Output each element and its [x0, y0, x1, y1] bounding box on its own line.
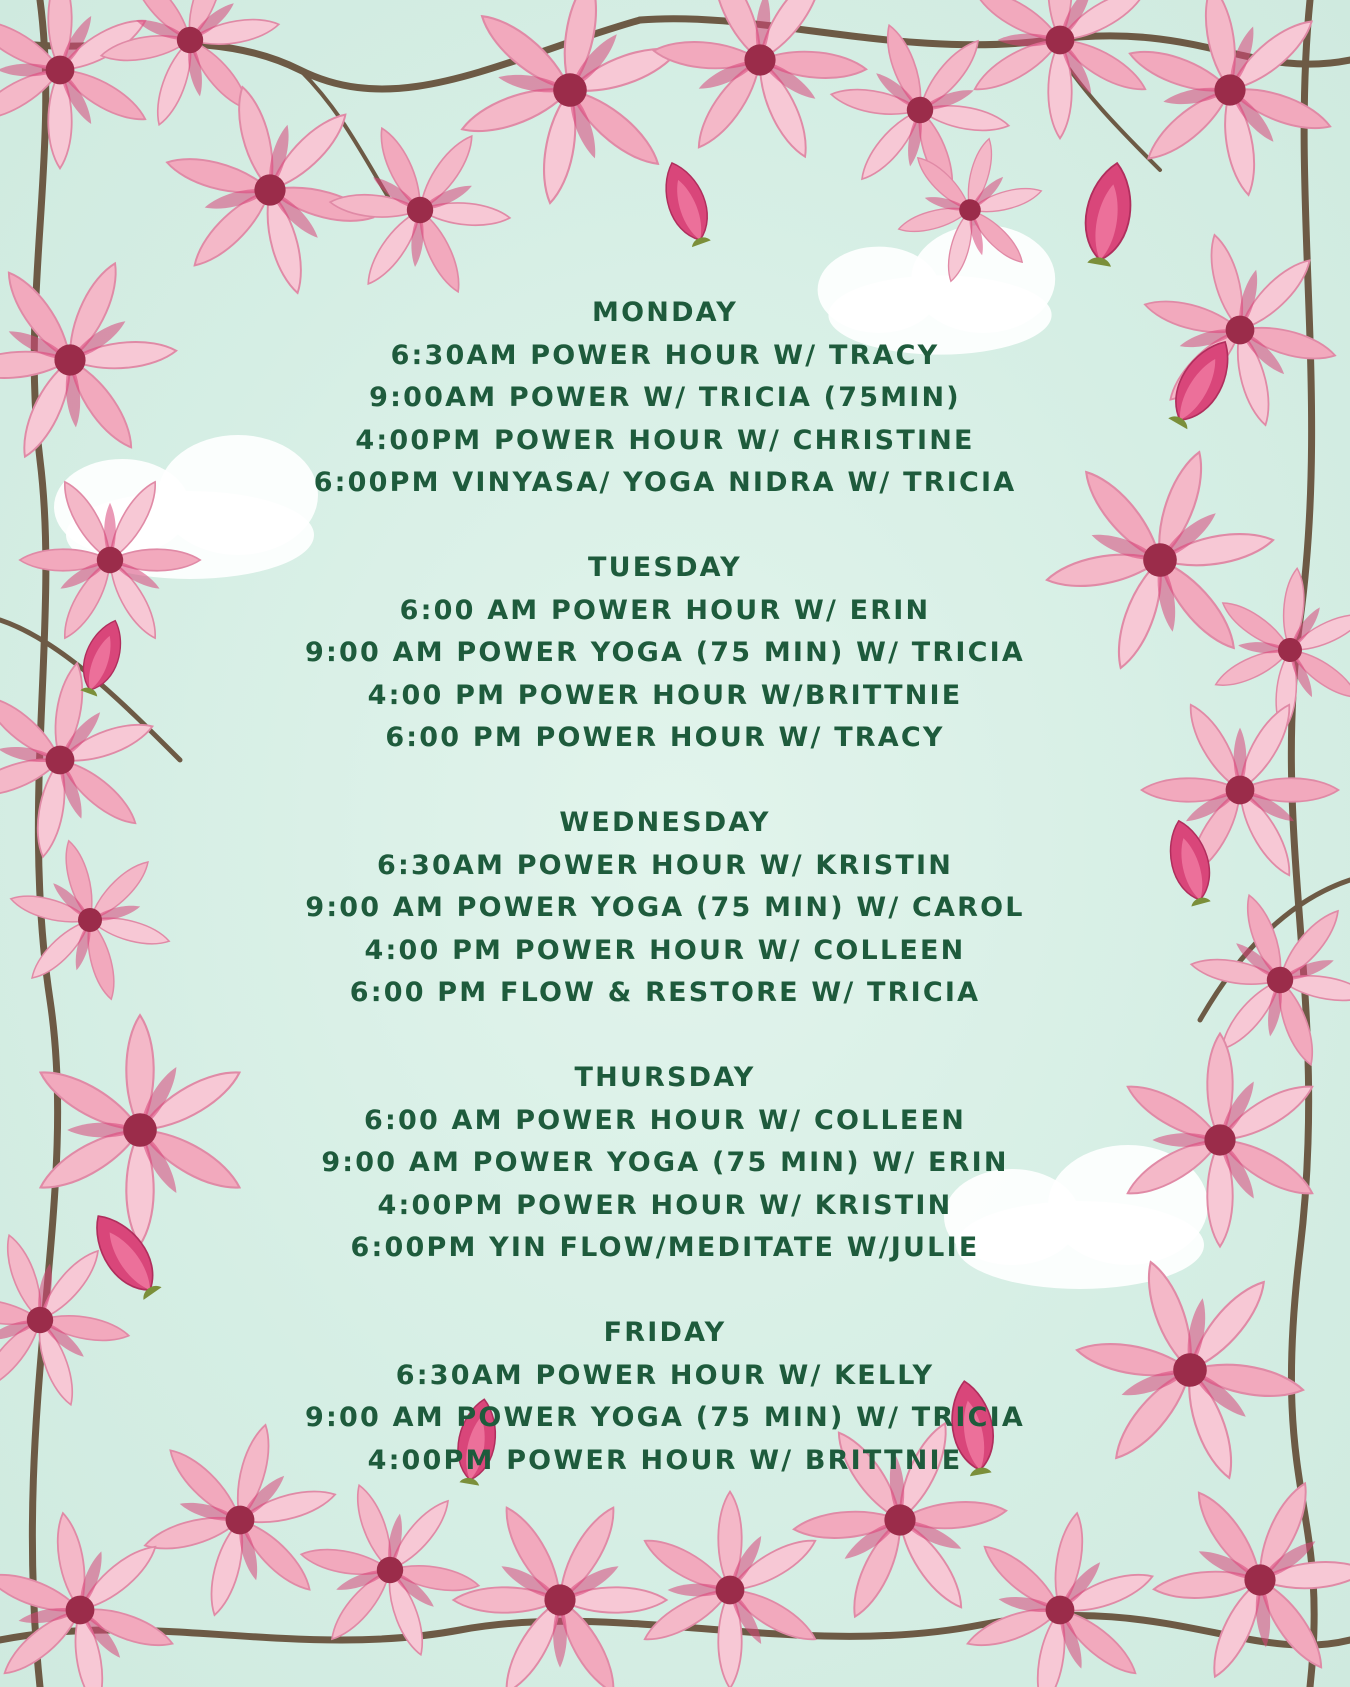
day-heading: TUESDAY — [588, 552, 742, 583]
class-entry: 6:00 PM POWER HOUR W/ TRACY — [385, 722, 945, 753]
day-heading: FRIDAY — [603, 1317, 727, 1348]
class-entry: 4:00 PM POWER HOUR W/BRITTNIE — [367, 679, 963, 711]
class-entry: 6:30AM POWER HOUR W/ KRISTIN — [376, 849, 954, 881]
class-entry: 6:30AM POWER HOUR W/ KELLY — [395, 1359, 935, 1391]
day-block-monday — [265, 292, 1065, 505]
day-heading: MONDAY — [592, 297, 738, 328]
day-block-wednesday — [265, 802, 1065, 1015]
class-entry: 6:00PM YIN FLOW/MEDITATE W/JULIE — [350, 1232, 980, 1263]
class-entry: 6:00PM VINYASA/ YOGA NIDRA W/ TRICIA — [313, 467, 1017, 498]
day-block-friday — [265, 1312, 1065, 1482]
class-entry: 9:00 AM POWER YOGA (75 MIN) W/ ERIN — [321, 1147, 1009, 1178]
class-entry: 9:00 AM POWER YOGA (75 MIN) W/ TRICIA — [305, 1402, 1025, 1433]
weekly-schedule — [265, 292, 1065, 1525]
class-entry: 9:00 AM POWER YOGA (75 MIN) W/ TRICIA — [305, 637, 1025, 668]
class-entry: 9:00 AM POWER YOGA (75 MIN) W/ CAROL — [305, 892, 1025, 923]
class-entry: 6:00 AM POWER HOUR W/ ERIN — [399, 594, 931, 626]
class-entry: 9:00AM POWER W/ TRICIA (75MIN) — [369, 382, 961, 413]
day-heading: WEDNESDAY — [559, 807, 771, 838]
class-entry: 4:00 PM POWER HOUR W/ COLLEEN — [364, 934, 966, 966]
day-block-tuesday — [265, 547, 1065, 760]
class-entry: 4:00PM POWER HOUR W/ CHRISTINE — [355, 424, 975, 456]
class-entry: 6:00 PM FLOW & RESTORE W/ TRICIA — [349, 977, 981, 1008]
class-entry: 4:00PM POWER HOUR W/ KRISTIN — [377, 1189, 953, 1221]
class-entry: 6:30AM POWER HOUR W/ TRACY — [390, 339, 940, 371]
class-entry: 6:00 AM POWER HOUR W/ COLLEEN — [363, 1104, 967, 1136]
class-entry: 4:00PM POWER HOUR W/ BRITTNIE — [367, 1444, 963, 1476]
day-block-thursday — [265, 1057, 1065, 1270]
day-heading: THURSDAY — [574, 1062, 756, 1093]
